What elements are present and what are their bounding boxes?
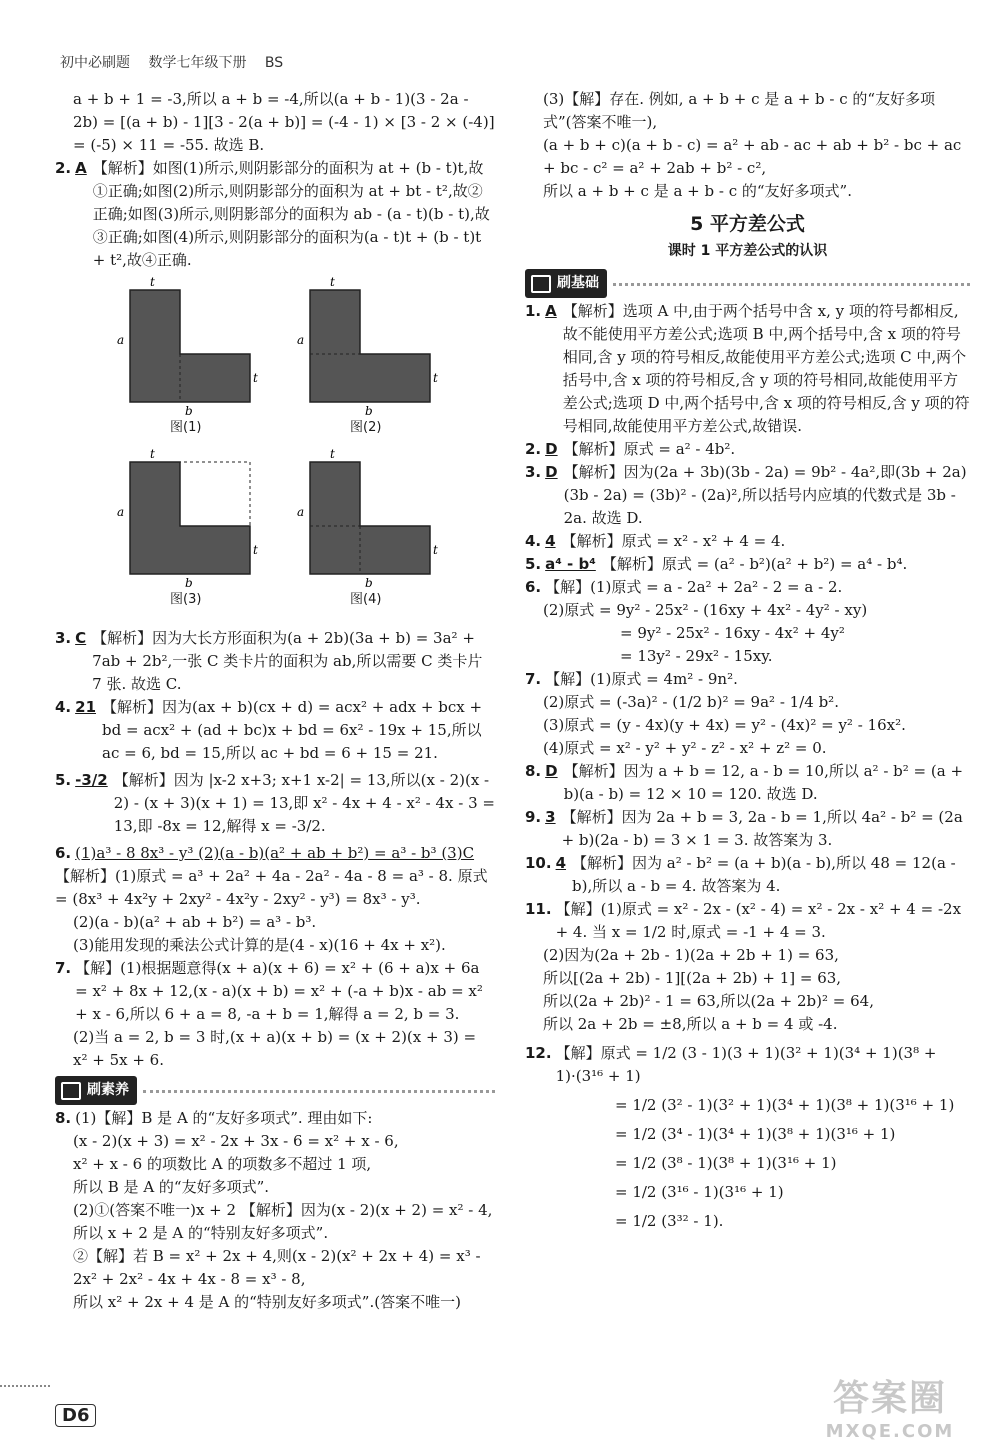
right-column	[525, 88, 970, 1233]
figure-1-caption: 图(1)	[170, 420, 202, 435]
answer: a⁴ - b⁴	[545, 555, 596, 573]
question-12-right: 12. 【解】原式 = 1/2 (3 - 1)(3 + 1)(3² + 1)(3⁴ + 1)(3⁸ + 1)·(3¹⁶ + 1)	[525, 1044, 937, 1085]
q11r-line-3: 所以[(2a + 2b) - 1][(2a + 2b) + 1] = 63,	[543, 969, 842, 987]
svg-text:a: a	[117, 333, 125, 347]
question-2-right: 2. D 【解析】原式 = a² - 4b².	[525, 438, 970, 461]
question-6: 6. (1)a³ - 8 8x³ - y³ (2)(a - b)(a² + ab + b²) = a³ - b³ (3)C	[55, 842, 495, 865]
continued-solution: a + b + 1 = -3,所以 a + b = -4,所以(a + b - 1)(3 - 2a - 2b) = [(a + b) - 1][3 - 2(a + b)] = (-4 - 1) × [3 - 2 × (-4)] = (-5) × 11 = -55. 故选 B.	[73, 90, 495, 154]
continued-solution-right-1: (3)【解】存在. 例如, a + b + c 是 a + b - c 的“友好多项式”(答案不唯一),	[543, 90, 936, 131]
q7r-line-3: (3)原式 = (y - 4x)(y + 4x) = y² - (4x)² = y² - 16x².	[543, 716, 906, 734]
svg-text:a: a	[297, 333, 305, 347]
dotted-divider	[143, 1088, 495, 1093]
banner-badge: 刷素养	[55, 1076, 137, 1105]
svg-text:t: t	[253, 371, 258, 385]
answer: D	[545, 463, 558, 481]
figure-2	[295, 275, 438, 435]
q6-solution-3: (3)能用发现的乘法公式计算的是(4 - x)(16 + 4x + x²).	[73, 936, 446, 954]
answer: 4	[555, 854, 567, 872]
figure-3-caption: 图(3)	[170, 592, 202, 607]
svg-text:a: a	[297, 505, 305, 519]
question-3-right: 3. D 【解析】因为(2a + 3b)(3b - 2a) = 9b² - 4a²,即(3b + 2a)(3b - 2a) = (3b)² - (2a)²,所以括号内应填的代数式是 3b - 2a. 故选 D.	[525, 463, 967, 527]
question-3: 3. C 【解析】因为大长方形面积为(a + 2b)(3a + b) = 3a² + 7ab + 2b²,一张 C 类卡片的面积为 ab,所以需要 C 类卡片 7 张. 故选 C.	[55, 629, 483, 693]
q8-line-4: 所以 B 是 A 的“友好多项式”.	[73, 1178, 270, 1196]
svg-text:b: b	[365, 576, 373, 590]
question-2: 2. A 【解析】如图(1)所示,则阴影部分的面积为 at + (b - t)t,故①正确;如图(2)所示,则阴影部分的面积为 at + bt - t²,故②正确;如图(3)所示,则阴影部分的面积为 ab - (a - t)(b - t),故③正确;如图(4)所示,则阴影部分的面积为(a - t)t + (b - t)t + t²,故④正确.	[55, 159, 490, 269]
question-4: 4. 21 【解析】因为(ax + b)(cx + d) = acx² + adx + bcx + bd = acx² + (ad + bc)x + bd = 6x² - 19x + 15,所以 ac = 6, bd = 15,所以 ac + bd = 6 + 15 = 21.	[55, 698, 483, 762]
answer: D	[545, 440, 558, 458]
edition: BS	[264, 55, 284, 71]
answer: 4	[545, 532, 556, 550]
figures-block	[55, 276, 495, 621]
banner-badge: 刷基础	[525, 269, 607, 298]
svg-text:t: t	[330, 275, 335, 289]
series-name: 初中必刷题	[60, 55, 130, 71]
footer-divider	[0, 1385, 50, 1387]
figure-3	[115, 447, 258, 607]
lesson-title: 课时 1 平方差公式的认识	[667, 243, 828, 259]
question-7: 7. 【解】(1)根据题意得(x + a)(x + 6) = x² + (6 + a)x + 6a = x² + 8x + 12,(x - a)(x + b) = x² + (-a + b)x - ab = x² + x - 6,所以 6 + a = 8, -a + b = 1,解得 a = 2, b = 3.	[55, 959, 483, 1023]
q12r-line-6: = 1/2 (3³² - 1).	[615, 1212, 724, 1230]
svg-text:t: t	[253, 543, 258, 557]
watermark	[790, 1370, 990, 1442]
q6-solution-2: (2)(a - b)(a² + ab + b²) = a³ - b³.	[73, 913, 317, 931]
question-1: 1. A 【解析】选项 A 中,由于两个括号中含 x, y 项的符号都相反,故不能使用平方差公式;选项 B 中,两个括号中,含 x 项的符号相同,含 y 项的符号相反,故能使用平方差公式;选项 C 中,两个括号中,含 x 项的符号相反,含 y 项的符号相同,故能使用平方差公式;选项 D 中,两个括号中,含 x 项的符号相反,含 y 项的符号相同,故能使用平方差公式,故错误.	[525, 302, 970, 435]
section-title: 5 平方差公式	[690, 213, 805, 235]
q12r-line-2: = 1/2 (3² - 1)(3² + 1)(3⁴ + 1)(3⁸ + 1)(3¹⁶ + 1)	[615, 1096, 955, 1114]
answer: 21	[75, 698, 97, 716]
figure-2-caption: 图(2)	[350, 420, 382, 435]
q7r-line-4: (4)原式 = x² - y² + y² - z² - x² + z² = 0.	[543, 739, 827, 757]
answer: -3/2	[75, 771, 108, 789]
svg-text:b: b	[185, 404, 193, 418]
page-number: D6	[55, 1404, 96, 1427]
answer: A	[545, 302, 557, 320]
continued-solution-right-2: (a + b + c)(a + b - c) = a² + ab - ac + ab + b² - bc + ac + bc - c² = a² + 2ab + b² - c²,	[543, 136, 962, 177]
book-icon	[61, 1082, 81, 1100]
svg-text:b: b	[365, 404, 373, 418]
q7r-line-2: (2)原式 = (-3a)² - (1/2 b)² = 9a² - 1/4 b².	[543, 693, 839, 711]
q8-line-6: ②【解】若 B = x² + 2x + 4,则(x - 2)(x² + 2x + 4) = x³ - 2x² + 2x² - 4x + 4x - 8 = x³ - 8,	[73, 1247, 481, 1288]
banner-basics	[525, 269, 970, 298]
continued-solution-right-3: 所以 a + b + c 是 a + b - c 的“友好多项式”.	[543, 182, 852, 200]
left-column	[55, 88, 495, 1314]
q7-solution-2: (2)当 a = 2, b = 3 时,(x + a)(x + b) = (x + 2)(x + 3) = x² + 5x + 6.	[73, 1028, 477, 1069]
question-5-right: 5. a⁴ - b⁴ 【解析】原式 = (a² - b²)(a² + b²) = a⁴ - b⁴.	[525, 553, 970, 576]
svg-text:t: t	[150, 275, 155, 289]
answer: A	[75, 159, 87, 177]
svg-text:t: t	[433, 371, 438, 385]
answer: 3	[545, 808, 556, 826]
answer: (1)a³ - 8 8x³ - y³ (2)(a - b)(a² + ab + b²) = a³ - b³ (3)C	[75, 844, 475, 862]
answer: D	[545, 762, 558, 780]
q6-solution-1: 【解析】(1)原式 = a³ + 2a² + 4a - 2a² - 4a - 8 = a³ - 8. 原式 = (8x³ + 4x²y + 2xy² - 4x²y - 2xy² - y³) = 8x³ - y³.	[55, 867, 488, 908]
question-10-right: 10. 4 【解析】因为 a² - b² = (a + b)(a - b),所以 48 = 12(a - b),所以 a - b = 4. 故答案为 4.	[525, 854, 956, 895]
q12r-line-3: = 1/2 (3⁴ - 1)(3⁴ + 1)(3⁸ + 1)(3¹⁶ + 1)	[615, 1125, 896, 1143]
q8-line-3: x² + x - 6 的项数比 A 的项数多不超过 1 项,	[73, 1155, 372, 1173]
question-8-right: 8. D 【解析】因为 a + b = 12, a - b = 10,所以 a² - b² = (a + b)(a - b) = 12 × 10 = 120. 故选 D.	[525, 762, 964, 803]
question-8: 8. (1)【解】B 是 A 的“友好多项式”. 理由如下:	[55, 1109, 373, 1127]
q6r-line-2: (2)原式 = 9y² - 25x² - (16xy + 4x² - 4y² - xy)	[543, 601, 868, 619]
banner-literacy	[55, 1076, 495, 1105]
question-11-right: 11. 【解】(1)原式 = x² - 2x - (x² - 4) = x² - 2x - x² + 4 = -2x + 4. 当 x = 1/2 时,原式 = -1 + 4 = 3.	[525, 900, 962, 941]
question-9-right: 9. 3 【解析】因为 2a + b = 3, 2a - b = 1,所以 4a² - b² = (2a + b)(2a - b) = 3 × 1 = 3. 故答案为 3.	[525, 808, 963, 849]
q6r-line-4: = 13y² - 29x² - 15xy.	[620, 647, 773, 665]
watermark-url: MXQE.COM	[825, 1421, 955, 1442]
q11r-line-5: 所以 2a + 2b = ±8,所以 a + b = 4 或 -4.	[543, 1015, 838, 1033]
svg-text:t: t	[330, 447, 335, 461]
question-7-right: 7. 【解】(1)原式 = 4m² - 9n².	[525, 670, 738, 688]
subject-name: 数学七年级下册	[148, 55, 247, 71]
question-6-right: 6. 【解】(1)原式 = a - 2a² + 2a² - 2 = a - 2.	[525, 578, 843, 596]
question-5: 5. -3/2 【解析】因为 |x-2 x+3; x+1 x-2| = 13,所以(x - 2)(x - 2) - (x + 3)(x + 1) = 13,即 x² - 4x + 4 - x² - 4x - 3 = 13,即 -8x = 12,解得 x = -3/2.	[55, 771, 495, 835]
svg-text:a: a	[117, 505, 125, 519]
figure-4	[295, 447, 438, 607]
q8-line-7: 所以 x² + 2x + 4 是 A 的“特别友好多项式”.(答案不唯一)	[73, 1293, 461, 1311]
q8-line-5: (2)①(答案不唯一)x + 2 【解析】因为(x - 2)(x + 2) = x² - 4,所以 x + 2 是 A 的“特别友好多项式”.	[73, 1201, 493, 1242]
q11r-line-4: 所以(2a + 2b)² - 1 = 63,所以(2a + 2b)² = 64,	[543, 992, 874, 1010]
q11r-line-2: (2)因为(2a + 2b - 1)(2a + 2b + 1) = 63,	[543, 946, 839, 964]
answer: C	[75, 629, 87, 647]
q12r-line-4: = 1/2 (3⁸ - 1)(3⁸ + 1)(3¹⁶ + 1)	[615, 1154, 837, 1172]
figure-1	[115, 275, 258, 435]
figure-4-caption: 图(4)	[350, 592, 382, 607]
q6r-line-3: = 9y² - 25x² - 16xy - 4x² + 4y²	[620, 624, 845, 642]
svg-text:t: t	[150, 447, 155, 461]
book-icon	[531, 275, 551, 293]
q12r-line-5: = 1/2 (3¹⁶ - 1)(3¹⁶ + 1)	[615, 1183, 784, 1201]
dotted-divider	[613, 281, 970, 286]
question-4-right: 4. 4 【解析】原式 = x² - x² + 4 = 4.	[525, 530, 970, 553]
watermark-title: 答案圈	[832, 1378, 947, 1419]
q8-line-2: (x - 2)(x + 3) = x² - 2x + 3x - 6 = x² + x - 6,	[73, 1132, 399, 1150]
svg-text:t: t	[433, 543, 438, 557]
page-header	[60, 52, 297, 72]
svg-text:b: b	[185, 576, 193, 590]
